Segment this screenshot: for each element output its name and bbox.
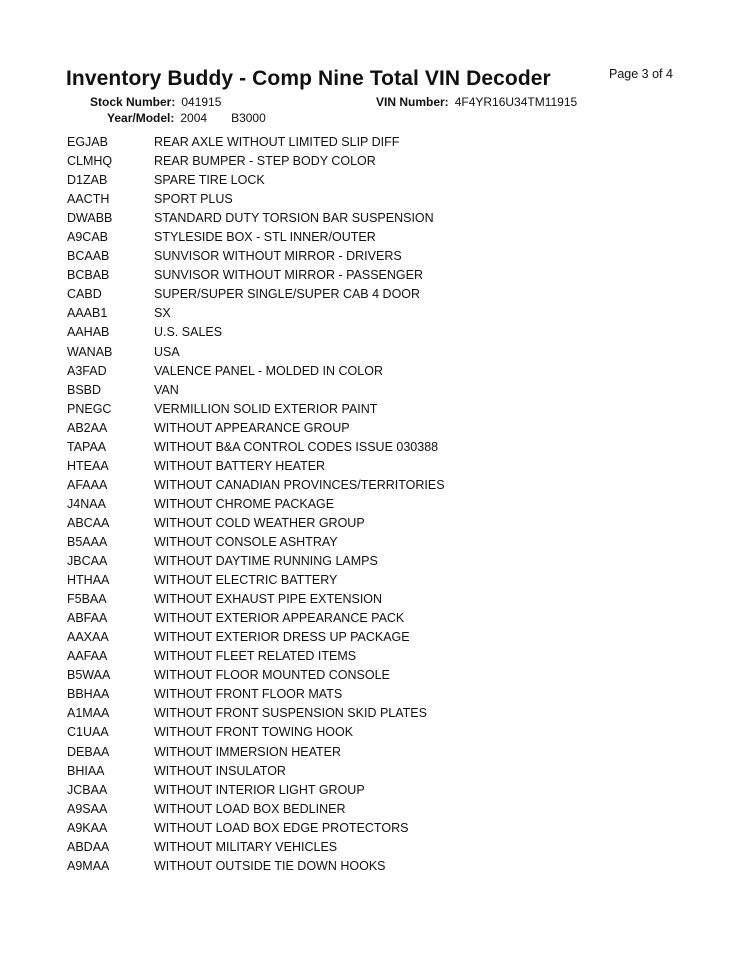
list-item xyxy=(67,362,687,381)
option-code: DWABB xyxy=(67,211,113,226)
list-item xyxy=(67,438,687,457)
option-code: HTEAA xyxy=(67,458,109,473)
list-item xyxy=(67,800,687,819)
option-description: WITHOUT EXTERIOR DRESS UP PACKAGE xyxy=(154,630,410,645)
option-description: WITHOUT CANADIAN PROVINCES/TERRITORIES xyxy=(154,477,445,492)
option-code: AAXAA xyxy=(67,630,109,645)
option-description: WITHOUT FRONT FLOOR MATS xyxy=(154,687,343,702)
list-item xyxy=(67,495,687,514)
list-item xyxy=(67,419,687,438)
option-code: BCAAB xyxy=(67,249,110,264)
option-description: STYLESIDE BOX - STL INNER/OUTER xyxy=(154,230,376,245)
page-title: Inventory Buddy - Comp Nine Total VIN Decoder xyxy=(66,67,551,90)
list-item xyxy=(67,609,687,628)
option-description: WITHOUT INSULATOR xyxy=(154,763,286,778)
option-description: VALENCE PANEL - MOLDED IN COLOR xyxy=(154,363,383,378)
stock-number-value: 041915 xyxy=(181,95,222,109)
list-item xyxy=(67,552,687,571)
option-description: WITHOUT MILITARY VEHICLES xyxy=(154,839,338,854)
list-item xyxy=(67,171,687,190)
list-item xyxy=(67,685,687,704)
list-item xyxy=(67,266,687,285)
option-description: WITHOUT DAYTIME RUNNING LAMPS xyxy=(154,554,378,569)
option-description: WITHOUT LOAD BOX BEDLINER xyxy=(154,801,346,816)
option-description: WITHOUT EXTERIOR APPEARANCE PACK xyxy=(154,611,405,626)
list-item xyxy=(67,152,687,171)
stock-number-label: Stock Number: xyxy=(90,95,176,109)
list-item xyxy=(67,781,687,800)
list-item xyxy=(67,476,687,495)
option-description: WITHOUT FRONT SUSPENSION SKID PLATES xyxy=(154,706,427,721)
option-code: A3FAD xyxy=(67,363,107,378)
page-number: Page 3 of 4 xyxy=(609,67,673,81)
option-code: BCBAB xyxy=(67,268,110,283)
list-item xyxy=(67,133,687,152)
list-item xyxy=(67,628,687,647)
option-description: WITHOUT ELECTRIC BATTERY xyxy=(154,573,338,588)
list-item xyxy=(67,590,687,609)
option-description: SUNVISOR WITHOUT MIRROR - PASSENGER xyxy=(154,268,424,283)
list-item xyxy=(67,285,687,304)
option-code: A9MAA xyxy=(67,858,110,873)
option-description: WITHOUT APPEARANCE GROUP xyxy=(154,420,350,435)
list-item xyxy=(67,723,687,742)
option-description: VAN xyxy=(154,382,179,397)
option-code: AFAAA xyxy=(67,477,108,492)
list-item xyxy=(67,400,687,419)
list-item xyxy=(67,209,687,228)
list-item xyxy=(67,571,687,590)
option-code: ABDAA xyxy=(67,839,110,854)
option-code: CABD xyxy=(67,287,102,302)
option-code: AACTH xyxy=(67,192,110,207)
year-model-label: Year/Model: xyxy=(107,111,175,125)
option-description: WITHOUT INTERIOR LIGHT GROUP xyxy=(154,782,365,797)
option-code: PNEGC xyxy=(67,401,112,416)
option-code: BSBD xyxy=(67,382,102,397)
list-item xyxy=(67,857,687,876)
list-item xyxy=(67,704,687,723)
option-description: WITHOUT EXHAUST PIPE EXTENSION xyxy=(154,592,383,607)
vin-number-value: 4F4YR16U34TM11915 xyxy=(454,95,578,109)
option-code: AAFAA xyxy=(67,649,108,664)
option-description: REAR BUMPER - STEP BODY COLOR xyxy=(154,154,376,169)
option-description: WITHOUT CONSOLE ASHTRAY xyxy=(154,534,338,549)
option-description: USA xyxy=(154,344,180,359)
vin-number xyxy=(376,95,577,109)
list-item xyxy=(67,323,687,342)
option-description: REAR AXLE WITHOUT LIMITED SLIP DIFF xyxy=(154,135,400,149)
list-item xyxy=(67,647,687,666)
option-code: ABFAA xyxy=(67,611,108,626)
list-item xyxy=(67,343,687,362)
option-code: B5AAA xyxy=(67,534,108,549)
list-item xyxy=(67,457,687,476)
list-item xyxy=(67,533,687,552)
option-description: WITHOUT FLEET RELATED ITEMS xyxy=(154,649,357,664)
option-code: AAAB1 xyxy=(67,306,108,321)
list-item xyxy=(67,762,687,781)
option-description: WITHOUT LOAD BOX EDGE PROTECTORS xyxy=(154,820,409,835)
option-code-list xyxy=(67,133,687,876)
option-description: WITHOUT FRONT TOWING HOOK xyxy=(154,725,354,740)
option-description: WITHOUT BATTERY HEATER xyxy=(154,458,326,473)
option-code: DEBAA xyxy=(67,744,110,759)
option-code: JCBAA xyxy=(67,782,108,797)
list-item xyxy=(67,819,687,838)
option-description: WITHOUT B&A CONTROL CODES ISSUE 030388 xyxy=(154,439,439,454)
list-item xyxy=(67,228,687,247)
option-description: SPORT PLUS xyxy=(154,192,233,207)
option-description: WITHOUT FLOOR MOUNTED CONSOLE xyxy=(154,668,390,683)
year-model xyxy=(107,111,266,125)
option-code: BBHAA xyxy=(67,687,110,702)
option-code: BHIAA xyxy=(67,763,105,778)
list-item xyxy=(67,514,687,533)
option-code: AB2AA xyxy=(67,420,108,435)
stock-number xyxy=(90,95,221,109)
option-code: J4NAA xyxy=(67,496,106,511)
model-value: B3000 xyxy=(231,111,266,125)
list-item xyxy=(67,838,687,857)
option-description: U.S. SALES xyxy=(154,325,223,340)
option-description: WITHOUT COLD WEATHER GROUP xyxy=(154,515,365,530)
option-code: C1UAA xyxy=(67,725,109,740)
option-code: D1ZAB xyxy=(67,173,108,188)
option-code: A9SAA xyxy=(67,801,108,816)
option-description: SPARE TIRE LOCK xyxy=(154,173,265,188)
option-code: EGJAB xyxy=(67,135,108,149)
option-code: CLMHQ xyxy=(67,154,113,169)
year-value: 2004 xyxy=(180,111,208,125)
option-code: B5WAA xyxy=(67,668,111,683)
list-item xyxy=(67,247,687,266)
option-description: SUNVISOR WITHOUT MIRROR - DRIVERS xyxy=(154,249,402,264)
option-code: AAHAB xyxy=(67,325,110,340)
option-description: WITHOUT CHROME PACKAGE xyxy=(154,496,335,511)
option-code: A1MAA xyxy=(67,706,110,721)
option-code: A9CAB xyxy=(67,230,108,245)
list-item xyxy=(67,743,687,762)
option-code: F5BAA xyxy=(67,592,107,607)
list-item xyxy=(67,381,687,400)
option-code: WANAB xyxy=(67,344,113,359)
option-code: A9KAA xyxy=(67,820,108,835)
option-description: SX xyxy=(154,306,171,321)
option-description: VERMILLION SOLID EXTERIOR PAINT xyxy=(154,401,378,416)
option-code: TAPAA xyxy=(67,439,107,454)
option-description: SUPER/SUPER SINGLE/SUPER CAB 4 DOOR xyxy=(154,287,421,302)
option-code: HTHAA xyxy=(67,573,110,588)
option-code: ABCAA xyxy=(67,515,110,530)
option-description: WITHOUT IMMERSION HEATER xyxy=(154,744,342,759)
option-description: WITHOUT OUTSIDE TIE DOWN HOOKS xyxy=(154,858,386,873)
list-item xyxy=(67,304,687,323)
list-item xyxy=(67,666,687,685)
option-code: JBCAA xyxy=(67,554,108,569)
list-item xyxy=(67,190,687,209)
option-description: STANDARD DUTY TORSION BAR SUSPENSION xyxy=(154,211,434,226)
vin-number-label: VIN Number: xyxy=(376,95,449,109)
